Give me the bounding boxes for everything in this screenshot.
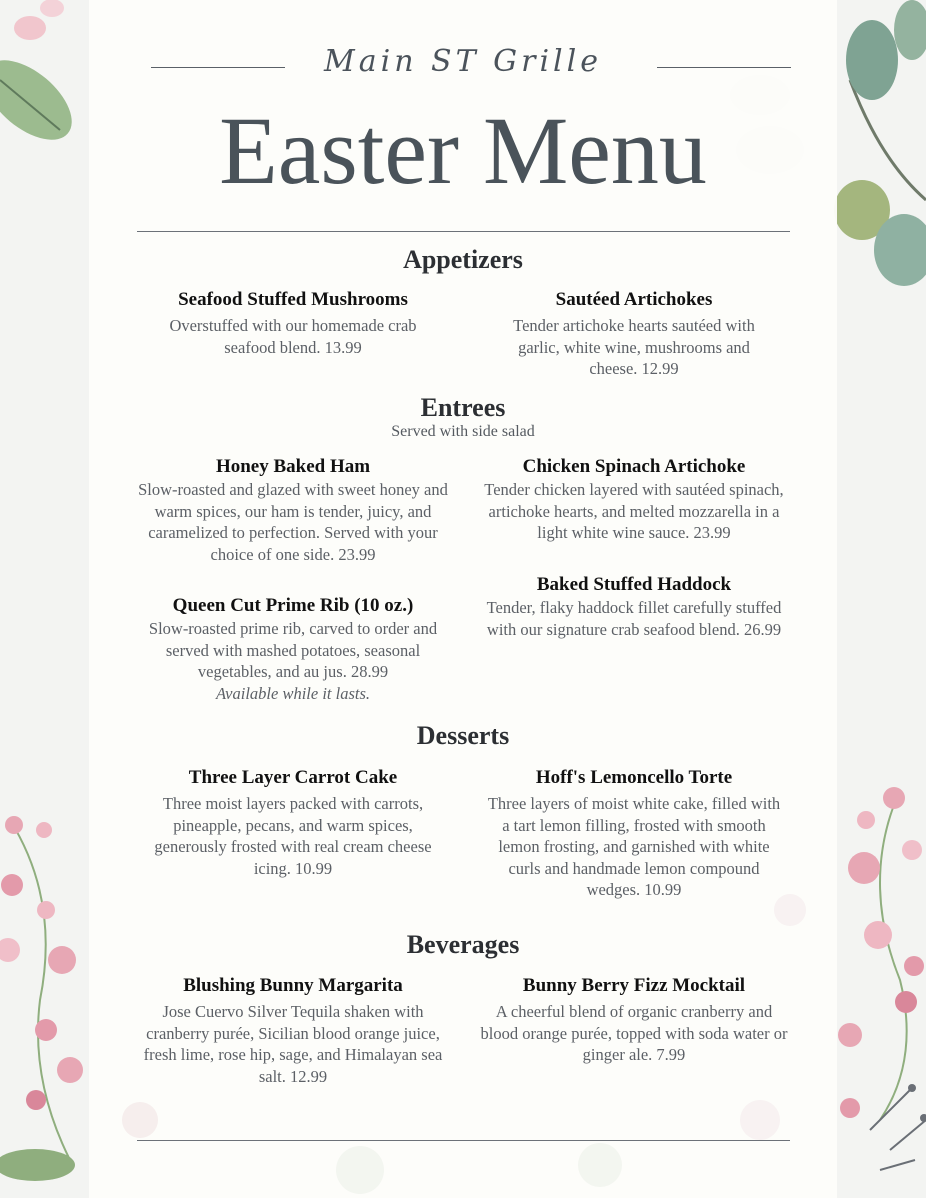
item-description: Slow-roasted prime rib, carved to order and served with mashed potatoes, seasonal vegetables, and au jus. 28.99 [148, 619, 438, 681]
appetizers-heading: Appetizers [403, 245, 523, 274]
menu-item [137, 974, 449, 1087]
item-name: Hoff's Lemoncello Torte [535, 767, 733, 788]
desserts-heading: Desserts [416, 721, 510, 750]
availability-note: Available while it lasts. [216, 683, 370, 703]
restaurant-name: Main ST Grille [324, 44, 602, 79]
menu-item [137, 766, 449, 879]
menu-item [137, 455, 449, 565]
item-name: Blushing Bunny Margarita [183, 975, 403, 996]
menu-item [478, 573, 790, 640]
item-name: Seafood Stuffed Mushrooms [178, 289, 408, 310]
menu-item [478, 288, 790, 380]
item-name: Baked Stuffed Haddock [536, 574, 732, 595]
entrees-note: Served with side salad [391, 423, 535, 440]
item-name: Honey Baked Ham [215, 456, 371, 477]
item-description: Three moist layers packed with carrots, pineapple, pecans, and warm spices, generously frosted with real cream cheese icing. 10.99 [154, 794, 432, 878]
beverages-heading: Beverages [406, 930, 520, 959]
menu-item [478, 974, 790, 1066]
item-description: Overstuffed with our homemade crab seafood blend. 13.99 [169, 316, 417, 357]
item-description: Jose Cuervo Silver Tequila shaken with cranberry purée, Sicilian blood orange juice, fresh lime, rose hip, sage, and Himalayan sea salt. 12.99 [143, 1002, 443, 1086]
item-name: Bunny Berry Fizz Mocktail [522, 975, 746, 996]
menu-title: Easter Menu [219, 97, 707, 204]
entrees-heading: Entrees [420, 393, 506, 422]
item-name: Chicken Spinach Artichoke [522, 456, 746, 477]
item-name: Three Layer Carrot Cake [188, 767, 398, 788]
item-description: Tender chicken layered with sautéed spinach, artichoke hearts, and melted mozzarella in a light white wine sauce. 23.99 [484, 480, 784, 542]
item-name: Sautéed Artichokes [555, 289, 713, 310]
menu-item [137, 594, 449, 704]
item-name: Queen Cut Prime Rib (10 oz.) [172, 595, 414, 616]
item-description: Three layers of moist white cake, filled with a tart lemon filling, frosted with smooth lemon frosting, and garnished with white curls and handmade lemon compound wedges. 10.99 [487, 794, 781, 899]
menu-item [137, 288, 449, 358]
item-description: Tender, flaky haddock fillet carefully stuffed with our signature crab seafood blend. 26.99 [486, 598, 782, 639]
menu-item [478, 455, 790, 544]
item-description: Tender artichoke hearts sautéed with garlic, white wine, mushrooms and cheese. 12.99 [513, 316, 755, 378]
divider-top [137, 231, 790, 232]
item-description: Slow-roasted and glazed with sweet honey and warm spices, our ham is tender, juicy, and caramelized to perfection. Served with your choice of one side. 23.99 [138, 480, 448, 564]
divider-bottom [137, 1140, 790, 1141]
menu-item [478, 766, 790, 901]
item-description: A cheerful blend of organic cranberry and blood orange purée, topped with soda water or ginger ale. 7.99 [480, 1002, 788, 1064]
